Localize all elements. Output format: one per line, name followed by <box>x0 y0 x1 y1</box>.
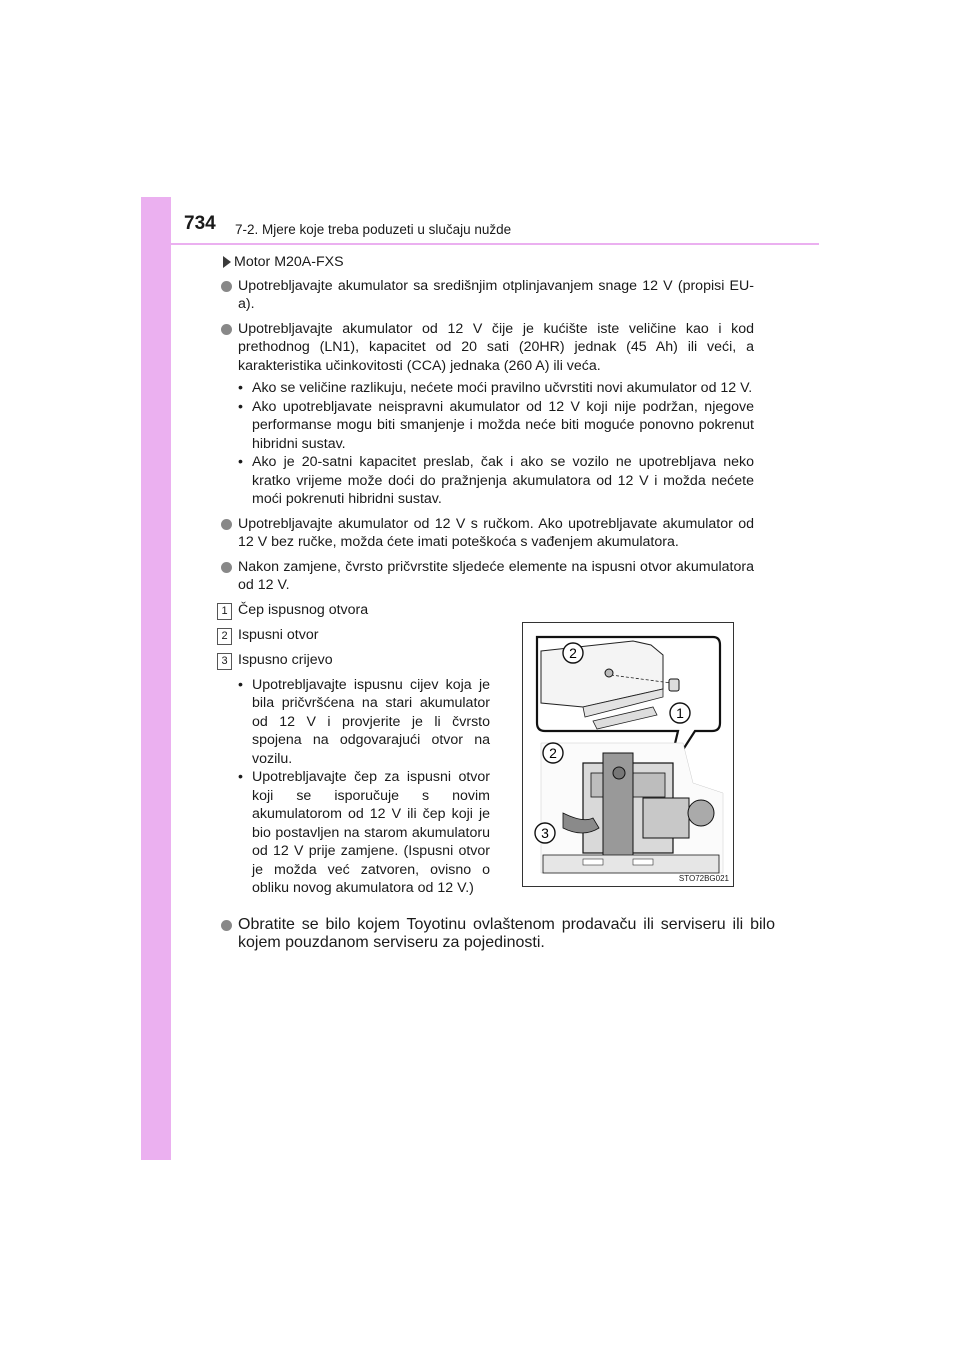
list-item-text: Upotrebljavajte akumulator od 12 V čije je kućište iste veličine kao i kod prethodnog (LN1), kapacitet od 20 sati (20HR) jednak (45 Ah) ili veći, a karakteristika učinkovitosti (CCA) jednaka (260 A) ili veća. <box>238 320 754 374</box>
svg-text:3: 3 <box>541 825 549 841</box>
bullet-circle-icon <box>221 324 232 335</box>
figure-code: STO72BG021 <box>678 874 729 883</box>
numbered-item-text: Čep ispusnog otvora <box>238 601 369 618</box>
number-box: 2 <box>217 628 232 645</box>
list-item-text: Upotrebljavajte akumulator od 12 V s ručkom. Ako upotrebljavate akumulator od 12 V bez ručke, možda ćete imati poteškoća s vađenjem akumulatora. <box>238 515 754 550</box>
bullet-circle-icon <box>221 562 232 573</box>
list-item <box>217 515 754 552</box>
numbered-list <box>217 601 490 898</box>
sub-list-item-text: Upotrebljavajte čep za ispusni otvor koji se isporučuje s novim akumulatorom od 12 V ili čep koji je bio postavljen na starom akumulatoru od 12 V prije zamjene. (Ispusni otvor je možda već zatvoren, ovisno o obliku novog akumulatora od 12 V.) <box>252 769 490 896</box>
numbered-item-text: Ispusni otvor <box>238 626 319 643</box>
chapter-title: 7-2. Mjere koje treba poduzeti u slučaju nužde <box>235 222 512 237</box>
svg-text:2: 2 <box>569 645 577 661</box>
engine-heading <box>217 253 754 272</box>
triangle-marker-icon <box>223 256 231 268</box>
list-item <box>217 916 775 952</box>
list-item-text: Obratite se bilo kojem Toyotinu ovlaštenom prodavaču ili serviseru ili bilo kojem pouzdanom serviseru za pojedinosti. <box>238 916 775 951</box>
battery-drain-illustration <box>522 622 734 887</box>
svg-text:2: 2 <box>549 745 557 761</box>
sub-list-item: • Ako se veličine razlikuju, nećete moći pravilno učvrstiti novi akumulator od 12 V. <box>238 380 753 396</box>
engine-heading-text: Motor M20A-FXS <box>234 254 344 270</box>
sub-list-item-text: Ako se veličine razlikuju, nećete moći pravilno učvrstiti novi akumulator od 12 V. <box>252 380 753 396</box>
sub-list-item-text: Upotrebljavajte ispusnu cijev koja je bila pričvršćena na stari akumulator od 12 V i provjerite je li čvrsto spojena na odgovarajući otvor na vozilu. <box>252 676 490 767</box>
sub-list-item-text: Ako je 20-satni kapacitet preslab, čak i ako se vozilo ne upotrebljava neko kratko vrijeme može doći do pražnjenja akumulatora od 12 V i možda nećete moći pokrenuti hibridni sustav. <box>252 454 754 507</box>
sub-list-item: • Upotrebljavajte ispusnu cijev koja je bila pričvršćena na stari akumulator od 12 V i provjerite je li čvrsto spojena na odgovarajući otvor na vozilu. <box>238 676 490 767</box>
numbered-item <box>217 651 490 676</box>
numbered-item <box>217 626 490 651</box>
list-item <box>217 277 754 314</box>
list-item <box>217 558 754 595</box>
hose-sub-bullet-list <box>217 676 490 898</box>
numbered-item-text: Ispusno crijevo <box>238 651 333 668</box>
list-item <box>217 320 754 376</box>
bullet-circle-icon <box>221 281 232 292</box>
sub-bullet-list <box>217 379 754 509</box>
svg-text:1: 1 <box>676 705 684 721</box>
page-number: 734 <box>184 213 216 234</box>
number-box: 3 <box>217 653 232 670</box>
sub-list-item-text: Ako upotrebljavate neispravni akumulator od 12 V koji nije podržan, njegove performanse mogu biti smanjenje i možda neće biti moguće ponovno pokrenut hibridni sustav. <box>252 398 754 452</box>
chapter-sidebar-tab <box>141 197 171 1160</box>
sub-list-item: • Upotrebljavajte čep za ispusni otvor koji se isporučuje s novim akumulatorom od 12 V ili čep koji je bio postavljen na starom akumulatoru od 12 V prije zamjene. (Ispusni otvor je možda već zatvoren, ovisno o obliku novog akumulatora od 12 V.) <box>238 769 490 896</box>
bullet-circle-icon <box>221 920 232 931</box>
battery-drawing <box>523 623 733 886</box>
sub-list-item: • Ako je 20-satni kapacitet preslab, čak i ako se vozilo ne upotrebljava neko kratko vrijeme može doći do pražnjenja akumulatora od 12 V i možda nećete moći pokrenuti hibridni sustav. <box>238 454 754 507</box>
numbered-item <box>217 601 490 626</box>
bullet-circle-icon <box>221 519 232 530</box>
list-item-text: Upotrebljavajte akumulator sa središnjim otplinjavanjem snage 12 V (propisi EU-a). <box>238 277 754 312</box>
number-box: 1 <box>217 603 232 620</box>
sub-list-item: • Ako upotrebljavate neispravni akumulator od 12 V koji nije podržan, njegove performanse mogu biti smanjenje i možda neće biti moguće ponovno pokrenut hibridni sustav. <box>238 398 754 452</box>
list-item-text: Nakon zamjene, čvrsto pričvrstite sljedeće elemente na ispusni otvor akumulatora od 12 V. <box>238 558 754 593</box>
header-rule <box>171 243 819 245</box>
